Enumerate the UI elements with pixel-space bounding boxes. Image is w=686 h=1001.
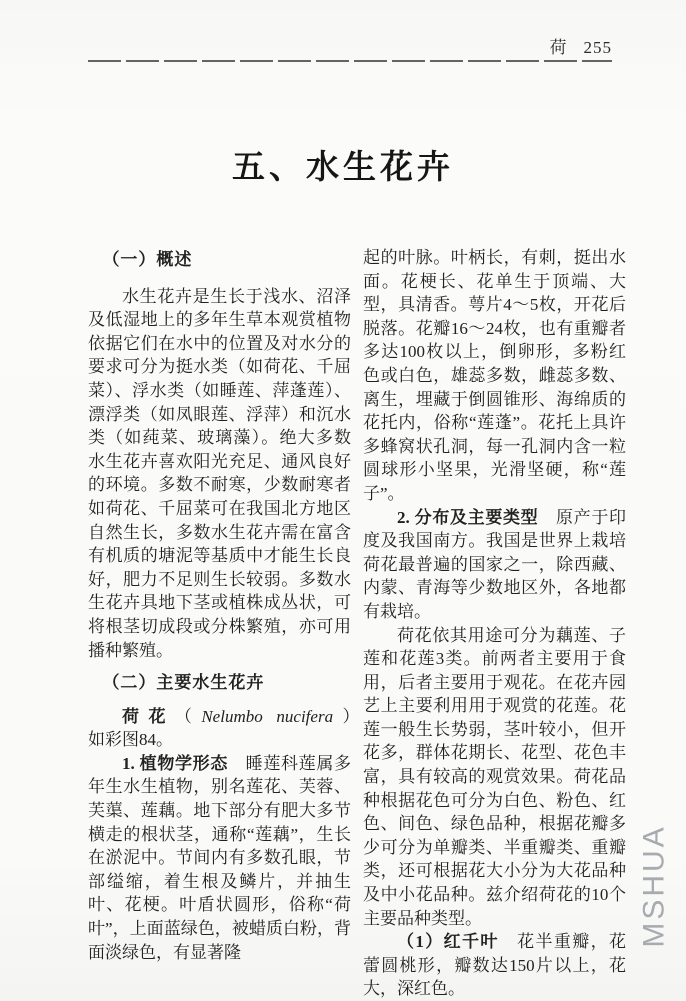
paragraph-uses: 荷花依其用途可分为藕莲、子莲和花莲3类。前两者主要用于食用，后者主要用于观花。在花卉园艺上主要利用用于观赏的花莲。花莲一般生长势弱，茎叶较小，但开花多，群体花期长、花型、花色丰富，具有较高的观赏效果。荷花品种根据花色可分为白色、粉色、红色、间色、绿色品种，根据花瓣多少可分为单瓣类、半重瓣类、重瓣类，还可根据花大小分为大花品种及中小花品种。兹介绍荷花的10个主要品种类型。 [363, 625, 626, 928]
two-column-text [88, 246, 627, 999]
lotus-paren-open: （ [174, 706, 202, 726]
section-heading-main-flowers: （二）主要水生花卉 [102, 673, 265, 693]
distribution-text: 原产于印度及我国南方。我国是世界上栽培荷花最普遍的国家之一，除西藏、内蒙、青海等少数地区外，各地都有栽培。 [363, 507, 627, 621]
paragraph-morphology-continued: 起的叶脉。叶柄长，有刺，挺出水面。花梗长、花单生于顶端、大型，具清香。萼片4～5枚，开花后脱落。花瓣16～24枚，也有重瓣者多达100枚以上，倒卵形，多粉红色或白色，雄蕊多数，雌蕊多数、离生，埋藏于倒圆锥形、海绵质的花托内，俗称“莲蓬”。花托上具许多蜂窝状孔洞，每一孔洞内含一粒圆球形小坚果，光滑坚硬，称“莲子”。 [363, 248, 626, 503]
paragraph-overview: 水生花卉是生长于浅水、沼泽及低湿地上的多年生草本观赏植物 依据它们在水中的位置及对水分的要求可分为挺水类（如荷花、千屈菜）、浮水类（如睡莲、萍蓬莲）、漂浮类（如凤眼莲、浮萍）和沉水类（如莼菜、玻璃藻）。绝大多数水生花卉喜欢阳光充足、通风良好的环境。多数不耐寒，少数耐寒者如荷花、千屈菜可在我国北方地区自然生长，多数水生花卉需在富含有机质的塘泥等基质中才能生长良好，肥力不足则生长较弱。多数水生花卉具地下茎或植株成丛状，可将根茎切成段或分株繁殖，亦可用播种繁殖。 [88, 286, 368, 660]
morphology-label-bold: 1. 植物学形态 [122, 753, 228, 773]
morphology-text: 睡莲科莲属多年生水生植物，别名莲花、芙蓉、芙蕖、莲藕。地下部分有肥大多节横走的根状茎，通称“莲藕”，生长在淤泥中。节间内有多数孔眼，节部缢缩，着生根及鳞片，并抽生叶、花梗。叶盾状圆形，俗称“荷叶”，上面蓝绿色，被蜡质白粉，背面淡绿色，有显著隆 [88, 753, 351, 962]
right-column [363, 246, 627, 999]
variety-label-bold: （1）红千叶 [397, 932, 499, 952]
paragraph-morphology [88, 752, 351, 964]
lotus-name-bold: 荷花 [122, 706, 175, 726]
watermark-text: MSHUA [637, 824, 671, 948]
lotus-latin-name: Nelumbo nucifera [201, 706, 334, 726]
distribution-label-bold: 2. 分布及主要类型 [397, 507, 539, 527]
running-header-chapter: 荷 [549, 38, 568, 57]
paragraph-distribution [363, 506, 626, 624]
paragraph-lotus-name [88, 705, 386, 752]
variety-text: 花半重瓣，花蕾圆桃形，瓣数达150片以上，花大，深红色。 [363, 932, 626, 999]
section-heading-overview: （一）概述 [102, 250, 193, 269]
header-rule [88, 60, 612, 62]
left-column [88, 246, 386, 962]
running-header [550, 33, 613, 58]
chapter-title: 五、水生花卉 [232, 148, 454, 185]
lotus-name-rest: ） 如彩图84。 [88, 706, 386, 750]
paragraph-variety-red-qianye [363, 930, 626, 1001]
page-number: 255 [583, 38, 612, 57]
